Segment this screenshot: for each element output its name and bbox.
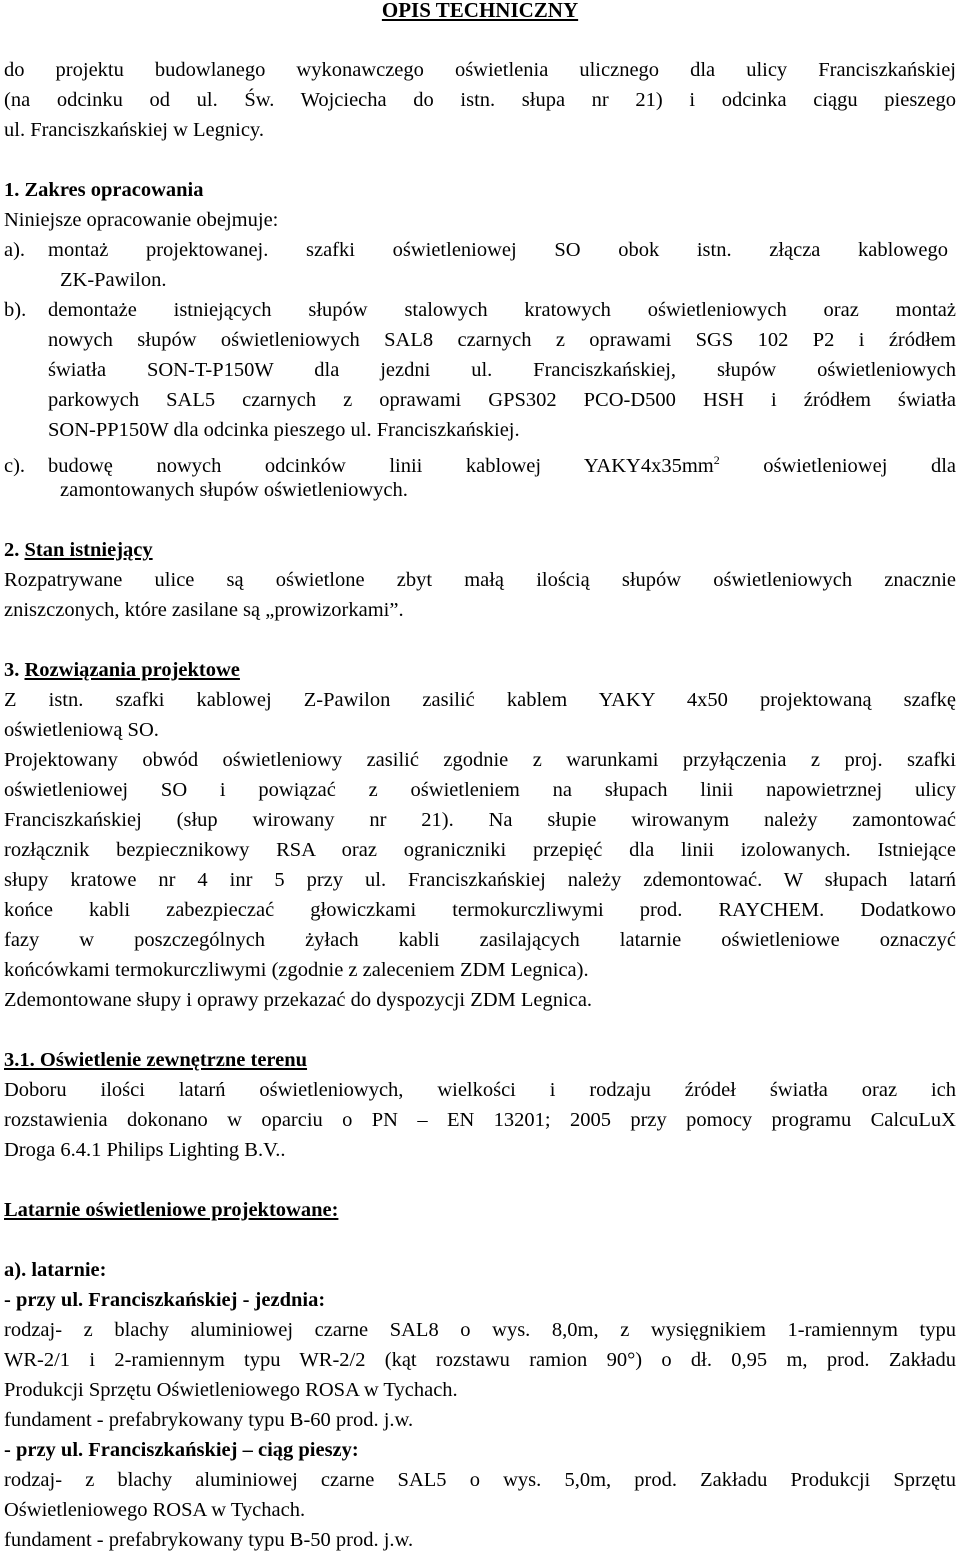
section-3-paragraph-2: oświetleniowej SO i powiązać z oświetleniem na słupach linii napowietrznej ulicy bbox=[4, 779, 956, 801]
pieszy-heading: - przy ul. Franciszkańskiej – ciąg pieszy: bbox=[4, 1439, 359, 1461]
item-c bbox=[4, 446, 956, 480]
item-a-text-cont: ZK-Pawilon. bbox=[60, 269, 167, 291]
section-3-paragraph-1: oświetleniową SO. bbox=[4, 719, 159, 741]
pieszy-line: rodzaj- z blachy aluminiowej czarne SAL5 o wys. 5,0m, prod. Zakładu Produkcji Sprzętu bbox=[4, 1469, 956, 1491]
item-c-text-cont: zamontowanych słupów oświetleniowych. bbox=[60, 479, 408, 501]
jezdnia-line: Produkcji Sprzętu Oświetleniowego ROSA w Tychach. bbox=[4, 1379, 458, 1401]
section-2-heading bbox=[4, 536, 956, 564]
item-a bbox=[4, 236, 956, 264]
jezdnia-fundament: fundament - prefabrykowany typu B-60 prod. j.w. bbox=[4, 1409, 414, 1431]
section-3-title: Rozwiązania projektowe bbox=[24, 659, 240, 681]
section-1-heading: 1. Zakres opracowania bbox=[4, 179, 204, 201]
section-3-paragraph-2: końce kabli zabezpieczać głowiczkami termokurczliwymi prod. RAYCHEM. Dodatkowo bbox=[4, 899, 956, 921]
pieszy-fundament: fundament - prefabrykowany typu B-50 prod. j.w. bbox=[4, 1529, 414, 1551]
item-b-text-cont: parkowych SAL5 czarnych z oprawami GPS302 PCO-D500 HSH i źródłem światła bbox=[48, 389, 956, 411]
item-a-label: a). bbox=[4, 239, 26, 261]
item-c-label: c). bbox=[4, 455, 26, 477]
item-b-text-cont: nowych słupów oświetleniowych SAL8 czarnych z oprawami SGS 102 P2 i źródłem bbox=[48, 329, 956, 351]
section-2-line: Rozpatrywane ulice są oświetlone zbyt małą ilością słupów oświetleniowych znacznie bbox=[4, 569, 956, 591]
jezdnia-line: WR-2/1 i 2-ramiennym typu WR-2/2 (kąt rozstawu ramion 90°) o dł. 0,95 m, prod. Zakładu bbox=[4, 1349, 956, 1371]
intro-line: (na odcinku od ul. Św. Wojciecha do istn. słupa nr 21) i odcinka ciągu pieszego bbox=[4, 89, 956, 111]
item-b-text: demontaże istniejących słupów stalowych kratowych oświetleniowych oraz montaż bbox=[48, 299, 956, 321]
section-3-paragraph-1: Z istn. szafki kablowej Z-Pawilon zasilić kablem YAKY 4x50 projektowaną szafkę bbox=[4, 689, 956, 711]
item-c-text bbox=[48, 446, 956, 480]
section-3-paragraph-3: Zdemontowane słupy i oprawy przekazać do dyspozycji ZDM Legnica. bbox=[4, 989, 593, 1011]
section-3-paragraph-2: Projektowany obwód oświetleniowy zasilić zgodnie z warunkami przyłączenia z proj. szafki bbox=[4, 749, 956, 771]
section-3-paragraph-2: końcówkami termokurczliwymi (zgodnie z zaleceniem ZDM Legnica). bbox=[4, 959, 589, 981]
section-3-paragraph-2: rozłącznik bezpiecznikowy RSA oraz ograniczniki przepięć dla linii izolowanych. Istniejące bbox=[4, 839, 956, 861]
section-3-1-line: Doboru ilości latarń oświetleniowych, wielkości i rodzaju źródeł światła oraz ich bbox=[4, 1079, 956, 1101]
pieszy-line: Oświetleniowego ROSA w Tychach. bbox=[4, 1499, 306, 1521]
section-3-paragraph-2: Franciszkańskiej (słup wirowany nr 21). Na słupie wirowanym należy zamontować bbox=[4, 809, 956, 831]
item-c-text-main: budowę nowych odcinków linii kablowej YAKY4x35mm bbox=[48, 455, 714, 477]
item-c-superscript: 2 bbox=[713, 453, 720, 467]
document-title: OPIS TECHNICZNY bbox=[381, 0, 579, 22]
section-3-number: 3. bbox=[4, 659, 20, 681]
latarnie-subheading: a). latarnie: bbox=[4, 1259, 107, 1281]
section-3-1-line: rozstawienia dokonano w oparciu o PN – EN 13201; 2005 przy pomocy programu CalcuLuX bbox=[4, 1109, 956, 1131]
latarnie-heading: Latarnie oświetleniowe projektowane: bbox=[4, 1199, 339, 1221]
section-2-line: zniszczonych, które zasilane są „prowizorkami”. bbox=[4, 599, 404, 621]
section-3-heading bbox=[4, 656, 956, 684]
section-2-title: Stan istniejący bbox=[24, 539, 153, 561]
jezdnia-heading: - przy ul. Franciszkańskiej - jezdnia: bbox=[4, 1289, 326, 1311]
item-b-text-cont: światła SON-T-P150W dla jezdni ul. Franciszkańskiej, słupów oświetleniowych bbox=[48, 359, 956, 381]
section-1-lead: Niniejsze opracowanie obejmuje: bbox=[4, 209, 279, 231]
item-b bbox=[4, 296, 956, 324]
section-3-1-line: Droga 6.4.1 Philips Lighting B.V.. bbox=[4, 1139, 286, 1161]
item-b-text-cont: SON-PP150W dla odcinka pieszego ul. Franciszkańskiej. bbox=[48, 419, 520, 441]
section-3-1-heading: 3.1. Oświetlenie zewnętrzne terenu bbox=[4, 1049, 308, 1071]
item-c-text-end: oświetleniowej dla bbox=[719, 455, 956, 477]
intro-line: do projektu budowlanego wykonawczego oświetlenia ulicznego dla ulicy Franciszkańskiej bbox=[4, 59, 956, 81]
section-3-paragraph-2: fazy w poszczególnych żyłach kabli zasilających latarnie oświetleniowe oznaczyć bbox=[4, 929, 956, 951]
intro-line: ul. Franciszkańskiej w Legnicy. bbox=[4, 119, 264, 141]
section-2-number: 2. bbox=[4, 539, 20, 561]
jezdnia-line: rodzaj- z blachy aluminiowej czarne SAL8 o wys. 8,0m, z wysięgnikiem 1-ramiennym typu bbox=[4, 1319, 956, 1341]
item-a-text: montaż projektowanej. szafki oświetleniowej SO obok istn. złącza kablowego bbox=[48, 239, 948, 261]
item-b-label: b). bbox=[4, 299, 27, 321]
section-3-paragraph-2: słupy kratowe nr 4 inr 5 przy ul. Franciszkańskiej należy zdemontować. W słupach latarń bbox=[4, 869, 956, 891]
